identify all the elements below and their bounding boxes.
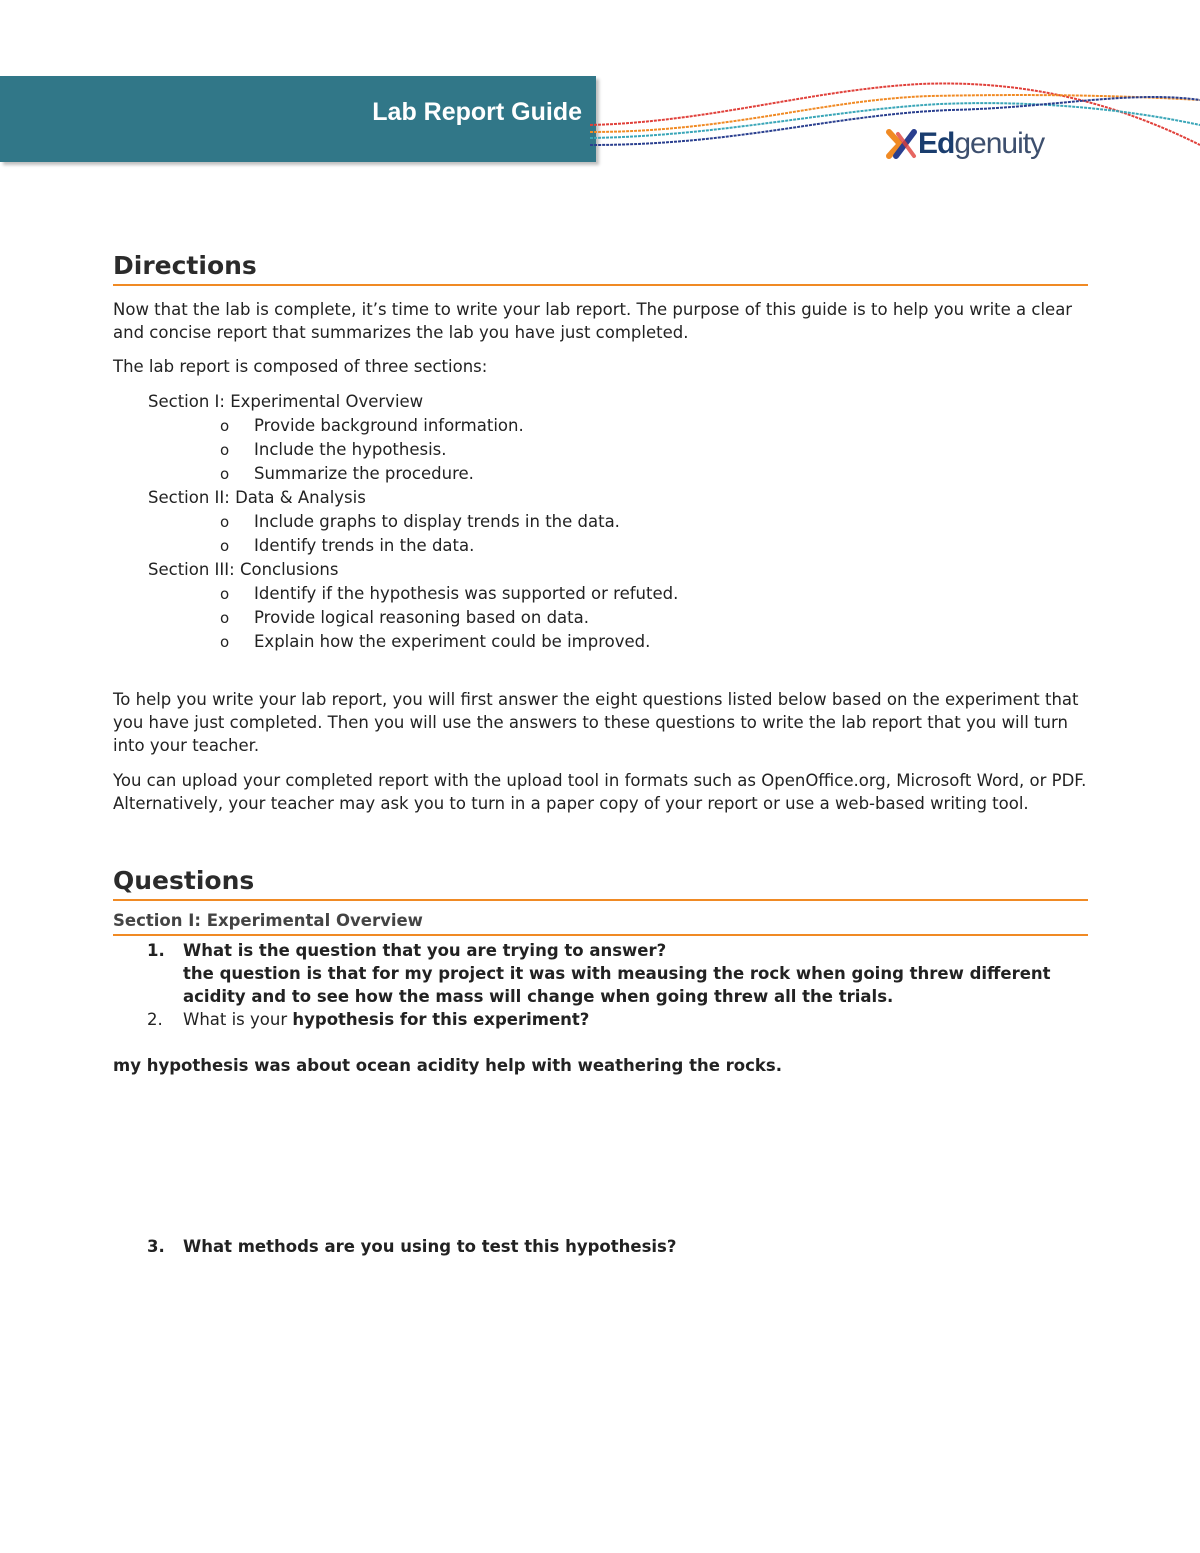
question-1 <box>113 939 1088 1008</box>
bullet-icon: o <box>220 585 230 603</box>
question-3 <box>113 1235 1088 1258</box>
question-text: What is your hypothesis for this experiment? <box>183 1010 590 1029</box>
section-outline <box>113 390 1088 654</box>
list-item: o Identify trends in the data. <box>148 534 1088 558</box>
question-2 <box>113 1008 1088 1031</box>
subsection-heading: Section I: Experimental Overview <box>113 901 1088 936</box>
document-body <box>113 250 1088 1258</box>
list-item: o Identify if the hypothesis was supported or refuted. <box>148 582 1088 606</box>
section-label: Section III: Conclusions <box>148 560 339 579</box>
bullet-icon: o <box>220 513 230 531</box>
sections-intro: The lab report is composed of three sections: <box>113 357 488 376</box>
instructions-paragraph: To help you write your lab report, you will first answer the eight questions listed below based on the experiment that you have just completed. Then you will use the answers to these questions to write the lab report that you will turn into your teacher. <box>113 690 1079 755</box>
list-item: o Provide logical reasoning based on data. <box>148 606 1088 630</box>
list-item: o Explain how the experiment could be improved. <box>148 630 1088 654</box>
list-item: o Include graphs to display trends in the data. <box>148 510 1088 534</box>
answer-text[interactable]: the question is that for my project it was with meausing the rock when going threw different acidity and to see how the mass will change when going threw all the trials. <box>183 964 1051 1006</box>
directions-intro: Now that the lab is complete, it’s time to write your lab report. The purpose of this guide is to help you write a clear and concise report that summarizes the lab you have just completed. <box>113 300 1073 342</box>
list-item: o Provide background information. <box>148 414 1088 438</box>
banner-title: Lab Report Guide <box>372 98 582 126</box>
logo-x-icon <box>886 128 918 160</box>
edgenuity-logo <box>886 124 1044 164</box>
section-label: Section II: Data & Analysis <box>148 488 366 507</box>
question-number: 1. <box>147 941 165 960</box>
bullet-icon: o <box>220 633 230 651</box>
question-text: What methods are you using to test this hypothesis? <box>183 1237 677 1256</box>
question-number: 2. <box>147 1010 163 1029</box>
answer-text[interactable]: my hypothesis was about ocean acidity help with weathering the rocks. <box>113 1056 782 1075</box>
question-number: 3. <box>147 1237 165 1256</box>
header-banner <box>0 76 596 162</box>
logo-text: Edgenuity <box>918 127 1045 160</box>
bullet-icon: o <box>220 441 230 459</box>
bullet-icon: o <box>220 537 230 555</box>
upload-paragraph: You can upload your completed report with the upload tool in formats such as OpenOffice.org, Microsoft Word, or PDF. Alternatively, your teacher may ask you to turn in a paper copy of your report or use a web-based writing tool. <box>113 771 1087 813</box>
list-item: o Summarize the procedure. <box>148 462 1088 486</box>
bullet-icon: o <box>220 465 230 483</box>
questions-heading: Questions <box>113 865 1088 901</box>
list-item: o Include the hypothesis. <box>148 438 1088 462</box>
bullet-icon: o <box>220 417 230 435</box>
question-text: What is the question that you are trying to answer? <box>183 941 667 960</box>
section-label: Section I: Experimental Overview <box>148 392 424 411</box>
directions-heading: Directions <box>113 250 1088 286</box>
bullet-icon: o <box>220 609 230 627</box>
